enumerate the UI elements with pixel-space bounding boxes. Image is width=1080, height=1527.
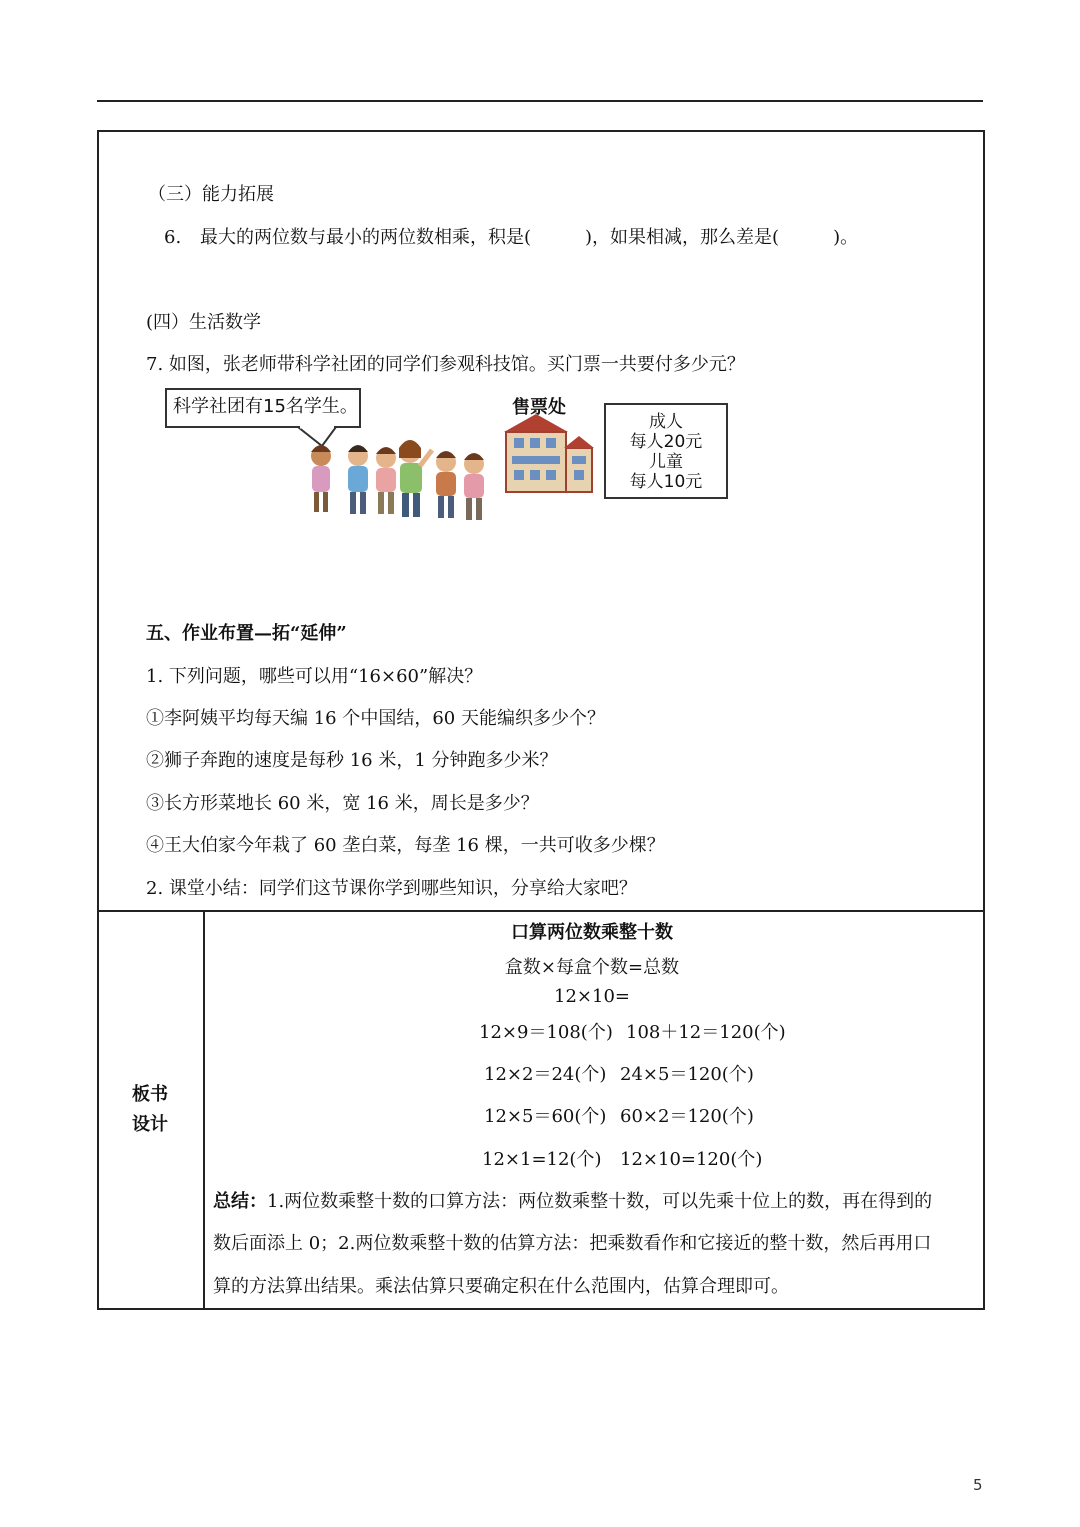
board-title: 口算两位数乘整十数 [511, 922, 673, 943]
ticket-line: 每人10元 [629, 472, 703, 492]
ticket-booth-label: 售票处 [512, 397, 566, 418]
board-label-line1: 板书 [132, 1084, 168, 1105]
board-label-line2: 设计 [132, 1114, 168, 1135]
table-column-divider [203, 912, 205, 1308]
board-summary-line3: 算的方法算出结果。乘法估算只要确定积在什么范围内，估算合理即可。 [213, 1276, 789, 1297]
homework-heading: 五、作业布置—拓“延伸” [146, 623, 347, 644]
ticket-line: 每人20元 [629, 432, 703, 452]
ticket-line: 成人 [649, 412, 683, 432]
board-calc-right: 108＋12＝120(个) [626, 1022, 786, 1043]
board-expression: 12×10= [554, 986, 630, 1007]
homework-option: ②狮子奔跑的速度是每秒 16 米，1 分钟跑多少米？ [146, 750, 558, 771]
section3-heading: （三）能力拓展 [148, 184, 274, 205]
homework-question1: 1. 下列问题，哪些可以用“16×60”解决？ [146, 666, 483, 687]
homework-option: ④王大伯家今年栽了 60 垄白菜，每垄 16 棵，一共可收多少棵？ [146, 835, 665, 856]
board-calc-right: 60×2＝120(个) [620, 1106, 754, 1127]
children-group-icon [311, 440, 484, 520]
ticket-price-box [604, 403, 728, 499]
homework-question2: 2. 课堂小结：同学们这节课你学到哪些知识，分享给大家吧？ [146, 878, 637, 899]
board-calc-right: 24×5＝120(个) [620, 1064, 754, 1085]
board-summary-line2: 数后面添上 0；2.两位数乘整十数的估算方法：把乘数看作和它接近的整十数，然后再用口 [213, 1233, 932, 1254]
question6-number: 6. [164, 227, 182, 248]
ticket-line: 儿童 [649, 452, 683, 472]
question6-text: 最大的两位数与最小的两位数相乘，积是( )，如果相减，那么差是( )。 [200, 227, 859, 248]
board-calc-right: 12×10=120(个) [620, 1149, 763, 1170]
board-calc-left: 12×5＝60(个) [484, 1106, 607, 1127]
board-summary-line1: 总结：1.两位数乘整十数的口算方法：两位数乘整十数，可以先乘十位上的数，再在得到的 [213, 1191, 933, 1212]
board-calc-left: 12×9＝108(个) [479, 1022, 613, 1043]
homework-option: ①李阿姨平均每天编 16 个中国结，60 天能编织多少个？ [146, 708, 605, 729]
board-calc-left: 12×2＝24(个) [484, 1064, 607, 1085]
board-formula: 盒数×每盒个数=总数 [504, 957, 680, 978]
page-number: 5 [973, 1476, 983, 1494]
illustration [0, 0, 1080, 560]
section4-heading: (四）生活数学 [146, 312, 262, 333]
homework-option: ③长方形菜地长 60 米，宽 16 米，周长是多少？ [146, 793, 539, 814]
ticket-booth-icon [504, 414, 594, 492]
table-row-divider [99, 910, 983, 912]
board-calc-left: 12×1=12(个) [482, 1149, 602, 1170]
bubble-tail [298, 427, 336, 446]
question7-text: 7. 如图，张老师带科学社团的同学们参观科技馆。买门票一共要付多少元？ [146, 354, 745, 375]
summary-label: 总结： [213, 1191, 267, 1212]
speech-bubble: 科学社团有15名学生。 [165, 388, 361, 428]
